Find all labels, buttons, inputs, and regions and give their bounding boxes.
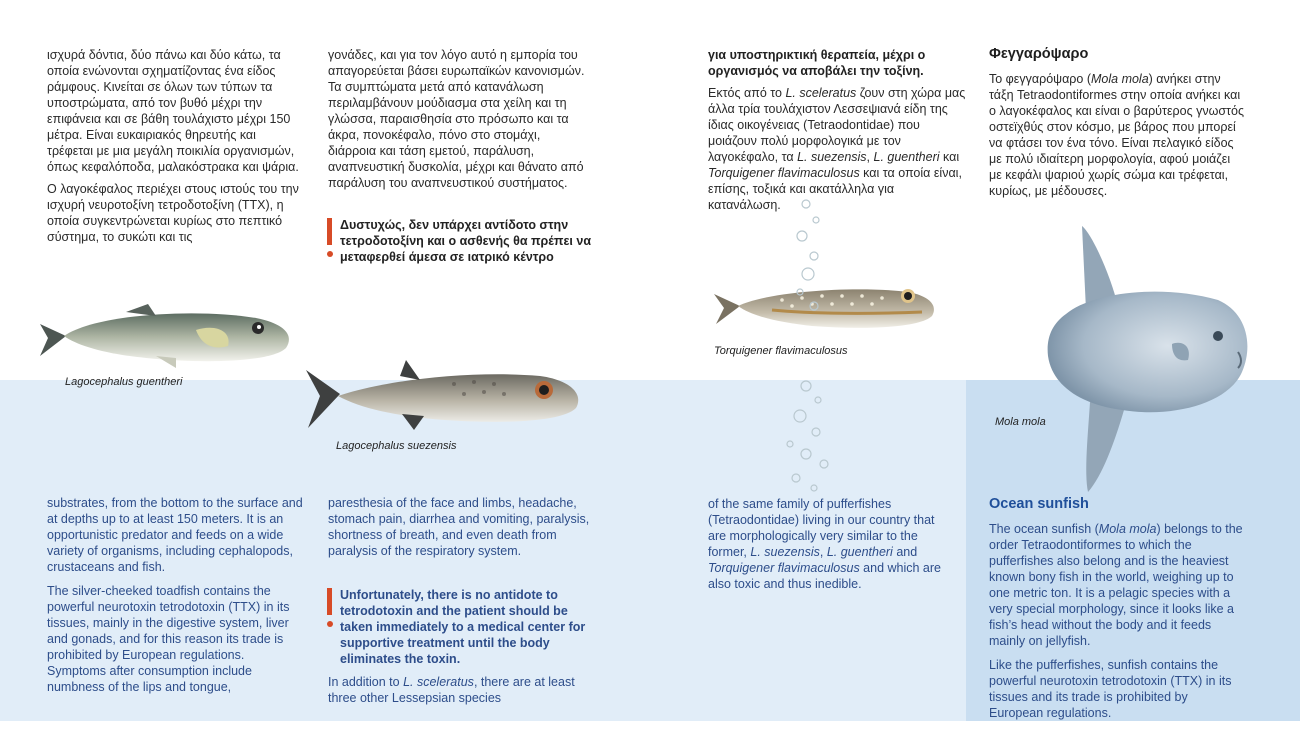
section-heading-english: Ocean sunfish	[989, 496, 1089, 512]
paragraph: Ο λαγοκέφαλος περιέχει στους ιστούς του την ισχυρή νευροτοξίνη τετροδοτοξίνη (TTX), η οποία συγκεντρώνεται κυρίως στο πεπτικό σύστημα, το συκώτι και τις	[47, 182, 299, 244]
bubbles-decoration	[770, 196, 860, 496]
column1-greek	[47, 47, 305, 251]
paragraph-bold: για υποστηρικτική θεραπεία, μέχρι ο οργανισμός να αποβάλει την τοξίνη.	[708, 48, 926, 78]
section-heading-greek: Φεγγαρόψαρο	[989, 46, 1089, 62]
paragraph: substrates, from the bottom to the surface and at depths up to at least 150 meters. It is an opportunistic predator and feeds on a wide variety of organisms, including cephalopods, crustaceans and fish.	[47, 496, 303, 574]
english-warning-callout	[328, 587, 586, 667]
paragraph: The ocean sunfish (Mola mola) belongs to the order Tetraodontiformes to which the pufferfishes also belong and is the heaviest known bony fish in the world, weighing up to one metric ton. It is a pelagic species with a very special morphology, since it looks like a fish’s head without the body and it feeds mainly on jellyfish.	[989, 522, 1243, 648]
column2-english	[328, 495, 590, 567]
paragraph: paresthesia of the face and limbs, headache, stomach pain, diarrhea and vomiting, paralysis, shortness of breath, and even death from paralysis of the respiratory system.	[328, 496, 590, 558]
paragraph: In addition to L. sceleratus, there are at least three other Lessepsian species	[328, 675, 575, 705]
column1-english	[47, 495, 305, 703]
fish-lagocephalus-guentheri-illustration	[36, 300, 298, 372]
caption-torquigener: Torquigener flavimaculosus	[714, 345, 848, 357]
warning-bar-icon	[327, 218, 332, 245]
warning-bar-icon	[327, 588, 332, 615]
warning-dot-icon	[327, 251, 333, 257]
caption-guentheri: Lagocephalus guentheri	[65, 376, 183, 388]
caption-mola: Mola mola	[995, 416, 1046, 428]
column2-greek	[328, 47, 586, 197]
column4-english	[989, 521, 1245, 729]
paragraph: Το φεγγαρόψαρο (Mola mola) ανήκει στην τάξη Tetraodontiformes στην οποία ανήκει και ο λαγοκέφαλος και είναι ο βαρύτερος γνωστός οστεϊχθύς στον κόσμο, με βάρος που μπορεί να φτάσει τον ένα τόνο. Είναι πελαγικό είδος με πολύ ιδιαίτερη μορφολογία, αφού μοιάζει με κεφάλι ψαριού χωρίς σώμα και τρέφεται, κυρίως, με μέδουσες.	[989, 72, 1244, 198]
greek-warning-callout	[328, 217, 592, 265]
paragraph: of the same family of pufferfishes (Tetraodontidae) living in our country that are morphologically very similar to the former, L. suezensis, L. guentheri and Torquigener flavimaculosus and which are also toxic and thus inedible.	[708, 497, 942, 591]
warning-text: Δυστυχώς, δεν υπάρχει αντίδοτο στην τετροδοτοξίνη και ο ασθενής θα πρέπει να μεταφερθεί άμεσα σε ιατρικό κέντρο	[340, 218, 592, 264]
column3-greek	[708, 47, 966, 219]
column4-greek	[989, 71, 1245, 205]
column2-english-continued	[328, 674, 586, 714]
paragraph: The silver-cheeked toadfish contains the powerful neurotoxin tetrodotoxin (TTX) in its tissues, mainly in the digestive system, liver and gonads, and for this reason its trade is prohibited by European regulations. Symptoms after consumption include numbness of the lips and tongue,	[47, 584, 290, 694]
warning-text: Unfortunately, there is no antidote to tetrodotoxin and the patient should be taken immediately to a medical center for supportive treatment until the body eliminates the toxin.	[340, 588, 586, 666]
warning-dot-icon	[327, 621, 333, 627]
fish-lagocephalus-suezensis-illustration	[304, 360, 584, 432]
paragraph: Εκτός από το L. sceleratus ζουν στη χώρα μας άλλα τρία τουλάχιστον Λεσσεψιανά είδη της ίδιας οικογένειας (Tetraodontidae) που μοιάζουν πολύ μορφολογικά με τον λαγοκέφαλο, τα L. suezensis, L. guentheri και Torquigener flavimaculosus και τα οποία είναι, επίσης, τοξικά και ακατάλληλα για κατανάλωση.	[708, 86, 966, 212]
fish-mola-mola-illustration	[1042, 214, 1254, 496]
column3-english	[708, 496, 956, 600]
paragraph: Like the pufferfishes, sunfish contains the powerful neurotoxin tetrodotoxin (TTX) in its tissues and its trade is prohibited by European regulations.	[989, 658, 1232, 720]
paragraph: ισχυρά δόντια, δύο πάνω και δύο κάτω, τα οποία ενώνονται σχηματίζοντας ένα είδος ράμφους. Κινείται σε όλων των τύπων τα υποστρώματα, από τον βυθό μέχρι την επιφάνεια και σε βάθη τουλάχιστο μέχρι 150 μέτρα. Είναι ευκαιριακός θηρευτής και τρέφεται με μια μεγάλη ποικιλία οργανισμών, όπως κεφαλόποδα, μαλακόστρακα και ψάρια.	[47, 48, 299, 174]
paragraph: γονάδες, και για τον λόγο αυτό η εμπορία του απαγορεύεται βάσει ευρωπαϊκών κανονισμών. Τα συμπτώματα μετά από κατανάλωση περιλαμβάνουν μούδιασμα στα χείλη και τη γλώσσα, παραισθησία στο πρόσωπο και τα άκρα, πονοκέφαλο, πόνο στο στομάχι, διάρροια και τάση εμετού, παράλυση, αναπνευστική δυσκολία, μέχρι και θάνατο από παράλυση του αναπνευστικού συστήματος.	[328, 48, 585, 190]
caption-suezensis: Lagocephalus suezensis	[336, 440, 457, 452]
